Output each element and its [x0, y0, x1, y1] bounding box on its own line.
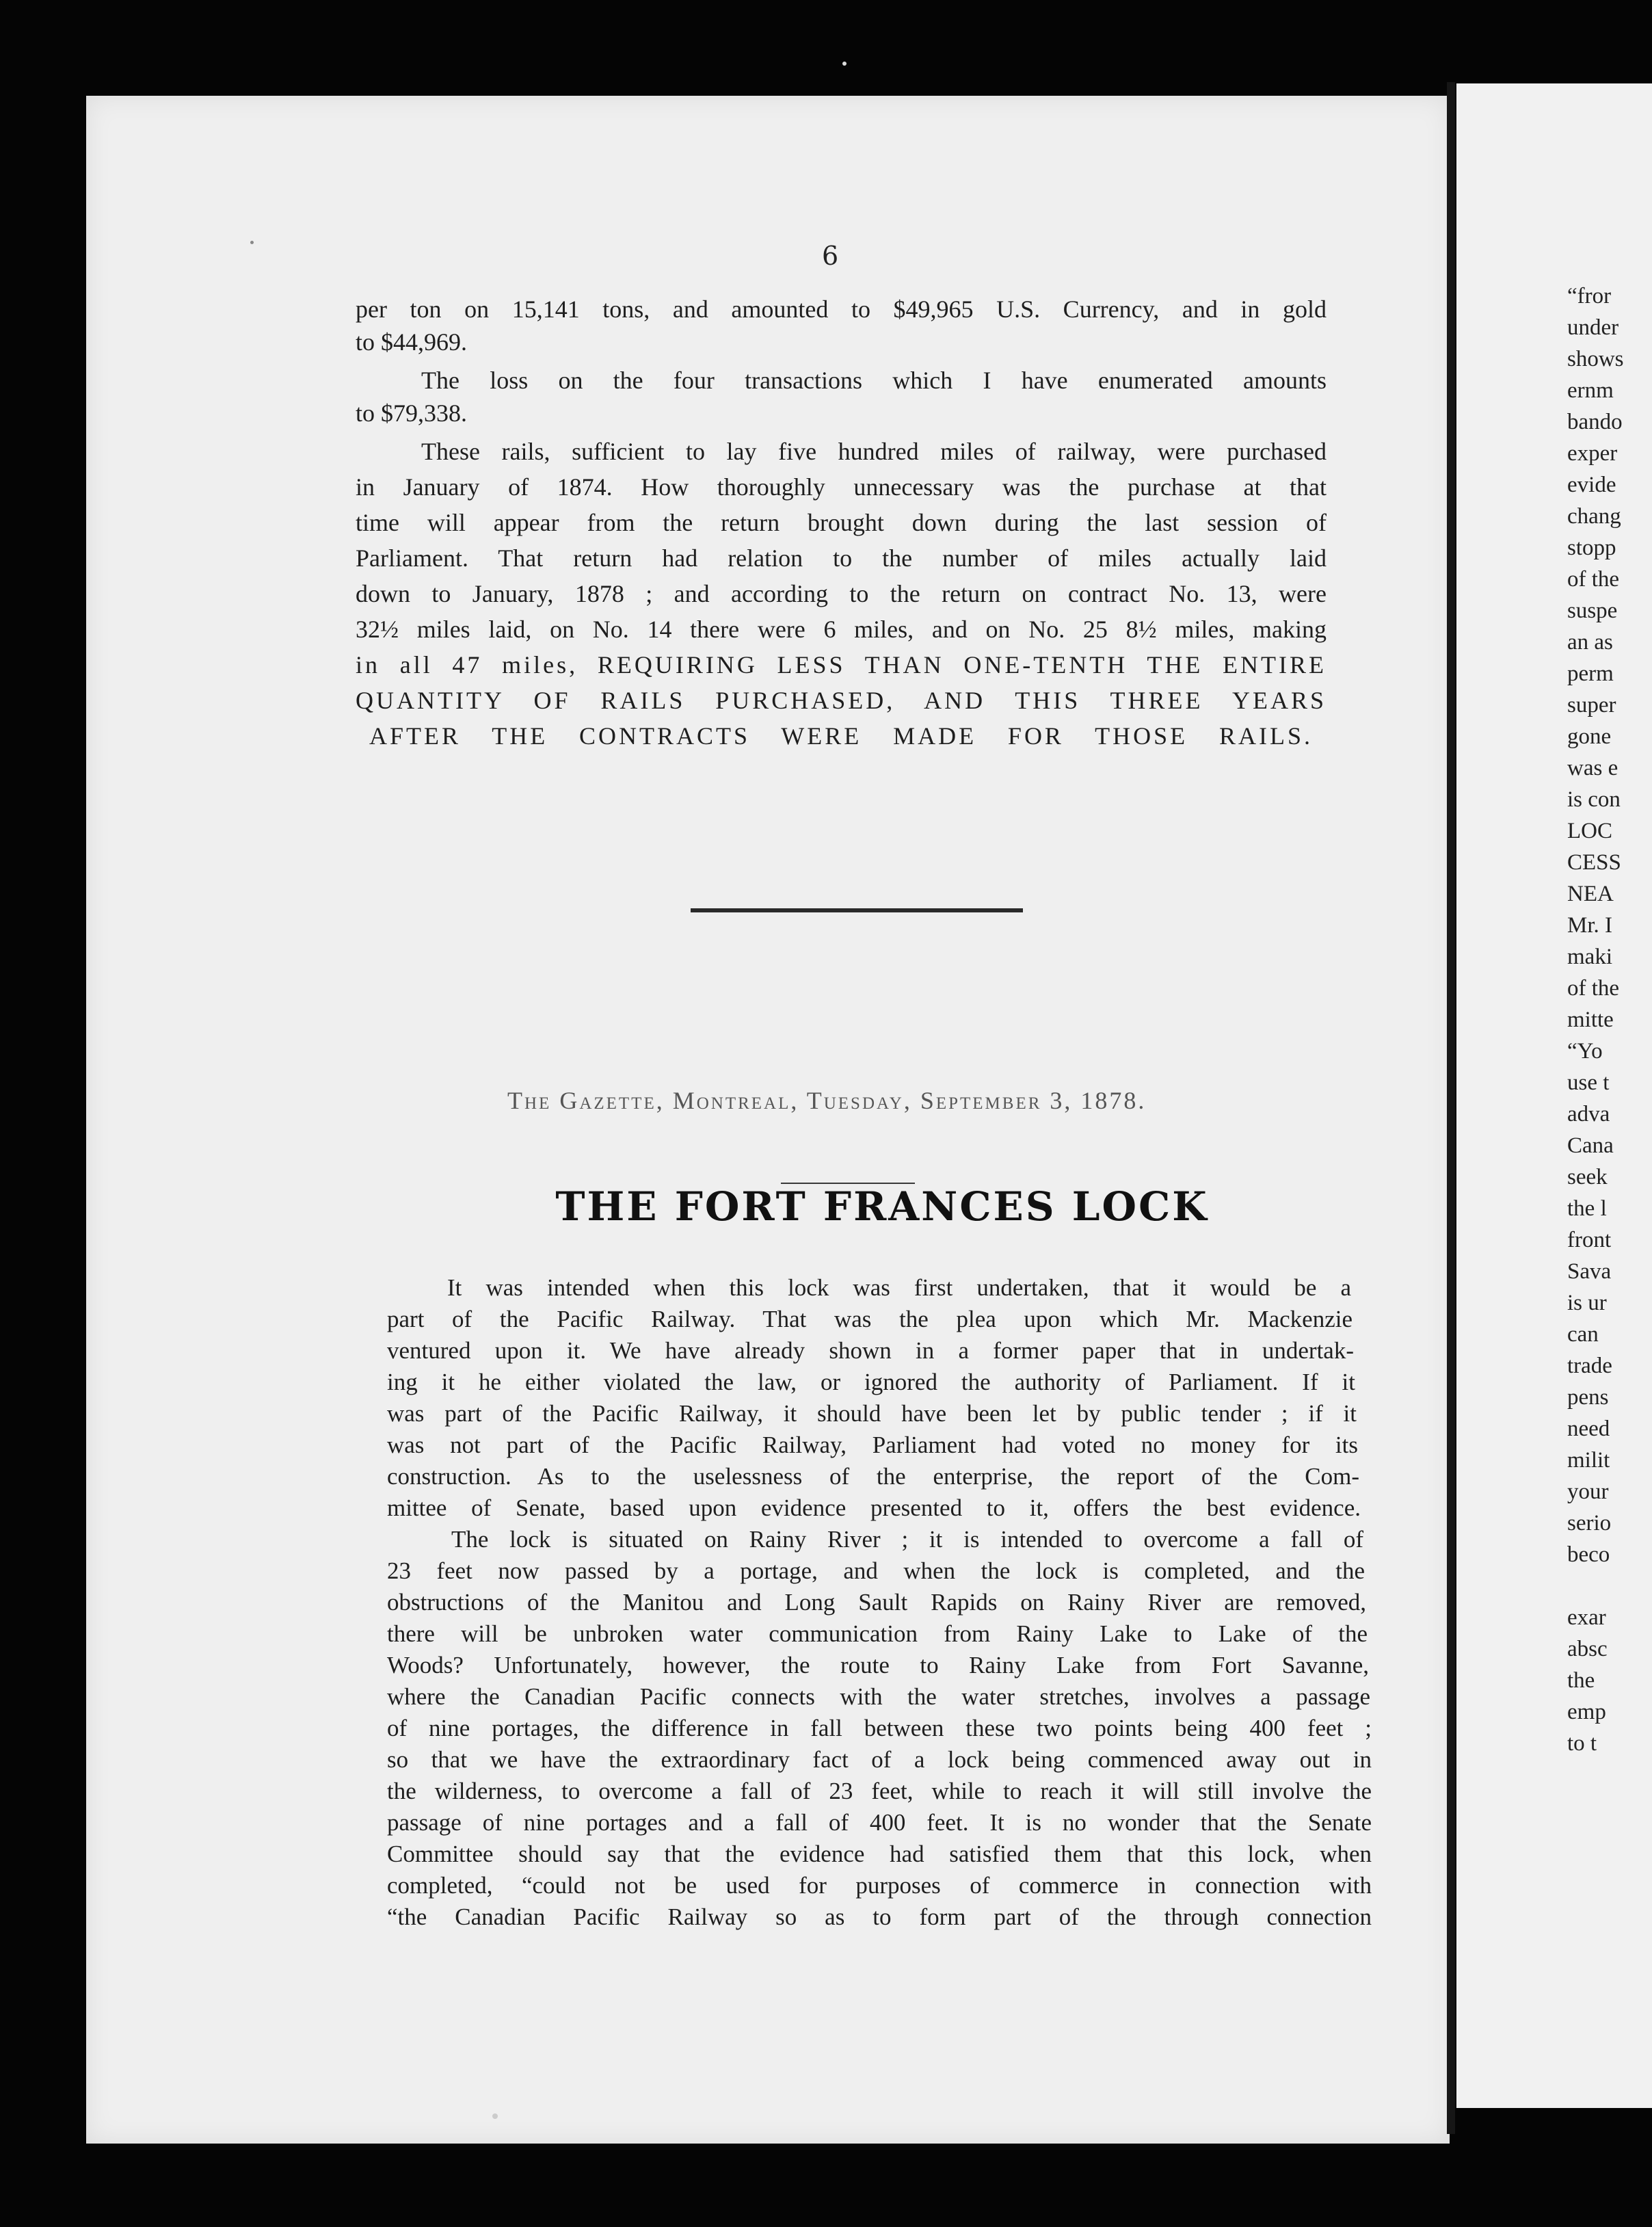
facing-page-line: Mr. I: [1567, 913, 1612, 938]
text-line: so that we have the extraordinary fact of a lock being commenced away out in: [387, 1746, 1372, 1773]
facing-page-line: was e: [1567, 756, 1618, 780]
facing-page-line: mitte: [1567, 1007, 1614, 1032]
facing-page-line: of the: [1567, 567, 1620, 592]
text-line: obstructions of the Manitou and Long Sault Rapids on Rainy River are removed,: [387, 1589, 1366, 1616]
text-line: in January of 1874. How thoroughly unnecessary was the purchase at that: [356, 473, 1327, 501]
facing-page-line: Sava: [1567, 1259, 1612, 1284]
facing-page-line: an as: [1567, 630, 1613, 655]
facing-page-line: milit: [1567, 1448, 1610, 1473]
facing-page-line: serio: [1567, 1511, 1612, 1536]
facing-page-line: evide: [1567, 473, 1616, 497]
text-line: It was intended when this lock was first undertaken, that it would be a: [447, 1274, 1351, 1301]
facing-page-line: NEA: [1567, 882, 1614, 906]
facing-page-line: perm: [1567, 661, 1614, 686]
facing-page-line: shows: [1567, 347, 1624, 371]
facing-page-line: beco: [1567, 1542, 1610, 1567]
text-line: per ton on 15,141 tons, and amounted to $49,965 U.S. Currency, and in gold: [356, 295, 1327, 323]
facing-page-line: is con: [1567, 787, 1621, 812]
facing-page-line: your: [1567, 1479, 1609, 1504]
text-line: ing it he either violated the law, or ignored the authority of Parliament. If it: [387, 1369, 1355, 1395]
facing-page-line: front: [1567, 1228, 1612, 1252]
text-line: down to January, 1878 ; and according to the return on contract No. 13, were: [356, 580, 1327, 607]
text-line: ventured upon it. We have already shown in a former paper that in undertak-: [387, 1337, 1354, 1364]
facing-page-line: “Yo: [1567, 1039, 1603, 1064]
text-line: These rails, sufficient to lay five hundred miles of railway, were purchased: [421, 438, 1327, 465]
facing-page-line: ernm: [1567, 378, 1614, 403]
text-line: Parliament. That return had relation to the number of miles actually laid: [356, 544, 1327, 572]
text-line: there will be unbroken water communication from Rainy Lake to Lake of the: [387, 1620, 1368, 1647]
text-line: 32½ miles laid, on No. 14 there were 6 miles, and on No. 25 8½ miles, making: [356, 616, 1327, 643]
section-divider: [691, 908, 1023, 912]
facing-page-line: under: [1567, 315, 1619, 340]
facing-page-line: bando: [1567, 410, 1623, 434]
facing-page-column: [1567, 280, 1624, 1759]
facing-page-line: need: [1567, 1416, 1610, 1441]
text-line: The loss on the four transactions which I have enumerated amounts: [421, 367, 1327, 394]
facing-page-line: to t: [1567, 1731, 1597, 1756]
article-headline: THE FORT FRANCES LOCK: [555, 1183, 1209, 1230]
facing-page-line: stopp: [1567, 536, 1616, 560]
text-line: where the Canadian Pacific connects with the water stretches, involves a passage: [387, 1683, 1370, 1710]
text-line: “the Canadian Pacific Railway so as to form part of the through connection: [387, 1903, 1372, 1930]
facing-page-line: absc: [1567, 1637, 1608, 1661]
page-number: 6: [822, 241, 839, 271]
text-line: the wilderness, to overcome a fall of 23 feet, while to reach it will still involve the: [387, 1778, 1372, 1804]
text-line: was part of the Pacific Railway, it should have been let by public tender ; if it: [387, 1400, 1357, 1427]
facing-page-line: trade: [1567, 1354, 1612, 1378]
text-line: to $79,338.: [356, 399, 468, 427]
facing-page-line: emp: [1567, 1700, 1606, 1724]
facing-page-line: Cana: [1567, 1133, 1614, 1158]
facing-page-line: adva: [1567, 1102, 1610, 1126]
text-line: 23 feet now passed by a portage, and when the lock is completed, and the: [387, 1557, 1365, 1584]
facing-page-line: can: [1567, 1322, 1599, 1347]
facing-page-line: of the: [1567, 976, 1620, 1001]
facing-page-line: seek: [1567, 1165, 1608, 1189]
facing-page-line: “fror: [1567, 284, 1612, 308]
text-line: mittee of Senate, based upon evidence presented to it, offers the best evidence.: [387, 1494, 1361, 1521]
text-line: time will appear from the return brought down during the last session of: [356, 509, 1327, 536]
facing-page-line: super: [1567, 693, 1616, 717]
facing-page-line: is ur: [1567, 1291, 1607, 1315]
paper-speck: [842, 62, 847, 66]
text-line: construction. As to the uselessness of the enterprise, the report of the Com-: [387, 1463, 1359, 1490]
text-line: passage of nine portages and a fall of 400 feet. It is no wonder that the Senate: [387, 1809, 1372, 1836]
emphasis-line: QUANTITY OF RAILS PURCHASED, AND THIS THREE YEARS: [356, 687, 1327, 714]
emphasis-line: AFTER THE CONTRACTS WERE MADE FOR THOSE RAILS.: [369, 722, 1313, 750]
facing-page-line: the l: [1567, 1196, 1607, 1221]
facing-page-line: use t: [1567, 1070, 1610, 1095]
text-line: of nine portages, the difference in fall between these two points being 400 feet ;: [387, 1715, 1372, 1741]
text-line: Committee should say that the evidence had satisfied them that this lock, when: [387, 1841, 1372, 1867]
facing-page-line: suspe: [1567, 598, 1618, 623]
dateline: The Gazette, Montreal, Tuesday, September 3, 1878.: [507, 1087, 1147, 1114]
facing-page-line: the: [1567, 1668, 1595, 1693]
paper-speck: [250, 241, 254, 244]
text-line: completed, “could not be used for purposes of commerce in connection with: [387, 1872, 1372, 1899]
facing-page-line: CESS: [1567, 850, 1621, 875]
page-fold: [1447, 82, 1455, 2134]
text-line: The lock is situated on Rainy River ; it is intended to overcome a fall of: [451, 1526, 1363, 1553]
facing-page-line: [1567, 1570, 1624, 1602]
facing-page-line: gone: [1567, 724, 1612, 749]
text-line: Woods? Unfortunately, however, the route to Rainy Lake from Fort Savanne,: [387, 1652, 1369, 1678]
facing-page-line: LOC: [1567, 819, 1612, 843]
facing-page-line: exar: [1567, 1605, 1606, 1630]
text-line: was not part of the Pacific Railway, Parliament had voted no money for its: [387, 1432, 1358, 1458]
text-line: to $44,969.: [356, 328, 468, 356]
facing-page-line: pens: [1567, 1385, 1609, 1410]
facing-page-line: chang: [1567, 504, 1621, 529]
text-line: part of the Pacific Railway. That was the plea upon which Mr. Mackenzie: [387, 1306, 1353, 1332]
emphasis-line: in all 47 miles, REQUIRING LESS THAN ONE-TENTH THE ENTIRE: [356, 651, 1327, 678]
paper-speck: [492, 2113, 498, 2119]
facing-page-line: exper: [1567, 441, 1618, 466]
facing-page-line: maki: [1567, 945, 1612, 969]
